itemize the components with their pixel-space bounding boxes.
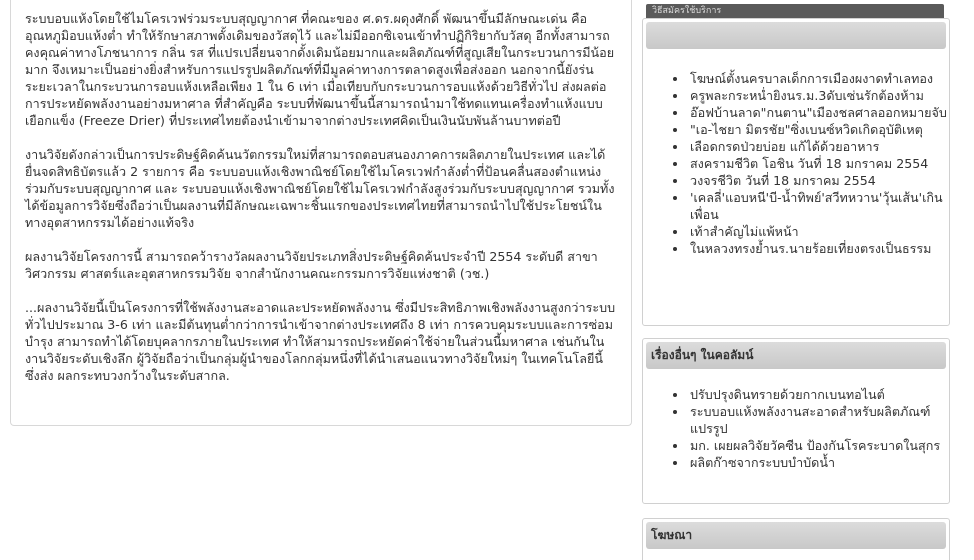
news-item[interactable]: • ครูพละกระหน่ำยิงนร.ม.3ดับเซ่นรักต้องห้าม [688, 87, 949, 104]
news-box-header [646, 22, 946, 49]
news-item[interactable]: • โฆษณ์ตั้งนครบาลเด็กการเมืองผงาดทำเลทอง [688, 70, 949, 87]
article-paragraph-1: ระบบอบแห้งโดยใช้ไมโครเวฟร่วมระบบสุญญากาศ ที่คณะของ ศ.ดร.ผดุงศักดิ์ พัฒนาขึ้นมีลักษณะเด่น คือ อุณหภูมิอบแห้งต่ำ ทำให้รักษาสภาพดั้งเดิมของวัสดุไว้ และไม่มีออกซิเจนเข้าทำปฏิกิริยากับวัสดุ อีกทั้งสามารถคงคุณค่าทางโภชนาการ กลิ่น รส ที่แปรเปลี่ยนจากดั้งเดิมน้อยมากและผลิตภัณฑ์ที่สูญเสียในกระบวนการมีน้อยมาก จึงเหมาะเป็นอย่างยิ่งสำหรับการแปรรูปผลิตภัณฑ์ที่มีมูลค่าทางการตลาดสูงเพื่อส่งออก นอกจากนี้ยังร่นระยะเวลาในกระบวนการอบแห้งเหลือเพียง 1 ใน 6 เท่า เมื่อเทียบกับกระบวนการอบแห้งด้วยวิธีทั่วไป ส่งผลต่อการประหยัดพลังงานอย่างมหาศาล ที่สำคัญคือ ระบบที่พัฒนาขึ้นนี้สามารถนำมาใช้ทดแทนเครื่องทำแห้งแบบเยือกแข็ง (Freeze Drier) ที่ประเทศไทยต้องนำเข้ามาจากต่างประเทศคิดเป็นเงินนับพันล้านบาทต่อปี [25, 11, 615, 128]
news-item[interactable]: • เท้าสำคัญไม่แพ้หน้า [688, 223, 949, 240]
sidebar-top-strip[interactable]: วิธีสมัครใช้บริการ [646, 4, 944, 19]
news-box [642, 18, 950, 326]
news-item[interactable]: • อ๊อฟบ้านลาด"กนตาน"เมืองชลศาลออกหมายจับ [688, 104, 949, 121]
column-box [642, 338, 950, 504]
article-paragraph-2: งานวิจัยดังกล่าวเป็นการประดิษฐ์คิดค้นนวัตกรรมใหม่ที่สามารถตอบสนองภาคการผลิตภายในประเทศ และได้ยื่นจดสิทธิบัตรแล้ว 2 รายการ คือ ระบบอบแห้งเชิงพาณิชย์โดยใช้ไมโครเวฟกำลังต่ำที่ป้อนคลื่นสองตำแหน่งร่วมกับระบบสุญญากาศ และ ระบบอบแห้งเชิงพาณิชย์โดยใช้ไมโครเวฟกำลังสูงร่วมกับระบบสุญญากาศ รวมทั้งได้ข้อมูลการวิจัยซึ่งถือว่าเป็นผลงานที่มีลักษณะเฉพาะชิ้นแรกของประเทศไทยที่สามารถนำไปใช้ประโยชน์ในทางอุตสาหกรรมได้อย่างแท้จริง [25, 147, 615, 230]
ad-box-header: โฆษณา [646, 522, 946, 549]
article-paragraph-3: ผลงานวิจัยโครงการนี้ สามารถคว้ารางวัลผลงานวิจัยประเภทสิ่งประดิษฐ์คิดค้นประจำปี 2554 ระดับดี สาขาวิศวกรรม ศาสตร์และอุตสาหกรรมวิจัย จากสำนักงานคณะกรรมการวิจัยแห่งชาติ (วช.) [25, 249, 598, 281]
column-item[interactable]: • ระบบอบแห้งพลังงานสะอาดสำหรับผลิตภัณฑ์แปรรูป [688, 403, 949, 437]
news-item[interactable]: • สงครามชีวิต โอชิน วันที่ 18 มกราคม 2554 [688, 155, 949, 172]
column-list [643, 386, 949, 471]
news-list [643, 70, 949, 257]
column-item[interactable]: • ปรับปรุงดินทรายด้วยกากเบนทอไนต์ [688, 386, 949, 403]
news-item[interactable]: • "เอ-ไชยา มิตรชัย"ซิ่งเบนซ์หวิดเกิดอุบัติเหตุ [688, 121, 949, 138]
news-item[interactable]: • วงจรชีวิต วันที่ 18 มกราคม 2554 [688, 172, 949, 189]
news-item[interactable]: • เลือดกรดป่วยบ่อย แก้ได้ด้วยอาหาร [688, 138, 949, 155]
column-item[interactable]: • มก. เผยผลวิจัยวัคซีน ป้องกันโรคระบาดในสุกร [688, 437, 949, 454]
ad-box [642, 518, 950, 560]
article-paragraph-4: ...ผลงานวิจัยนี้เป็นโครงการที่ใช้พลังงานสะอาดและประหยัดพลังงาน ซึ่งมีประสิทธิภาพเชิงพลังงานสูงกว่าระบบทั่วไปประมาณ 3-6 เท่า และมีต้นทุนต่ำกว่าการนำเข้าจากต่างประเทศถึง 8 เท่า การควบคุมระบบและการซ่อมบำรุง สามารถทำได้โดยบุคลากรภายในประเทศ ทำให้สามารถประหยัดค่าใช้จ่ายในส่วนนี้มหาศาล เช่นกันในงานวิจัยระดับเชิงลึก ผู้วิจัยถือว่าเป็นกลุ่มผู้นำของโลกกลุ่มหนึ่งที่ได้นำเสนอแนวทางวิจัยใหม่ๆ ในเทคโนโลยีนี้ ซึ่งส่ง ผลกระทบวงกว้างในระดับสากล. [25, 300, 616, 383]
column-item[interactable]: • ผลิตก๊าซจากระบบบำบัดน้ำ [688, 454, 949, 471]
column-box-header: เรื่องอื่นๆ ในคอลัมน์ [646, 342, 946, 369]
article-body [10, 0, 632, 426]
news-item[interactable]: • 'เคลลี่'แอบหนี'บี-น้ำทิพย์'สวีทหวาน'วุ้นเส้น'เกินเพื่อน [688, 189, 949, 223]
news-item[interactable]: • ในหลวงทรงย้ำนร.นายร้อยเที่ยงตรงเป็นธรรม [688, 240, 949, 257]
